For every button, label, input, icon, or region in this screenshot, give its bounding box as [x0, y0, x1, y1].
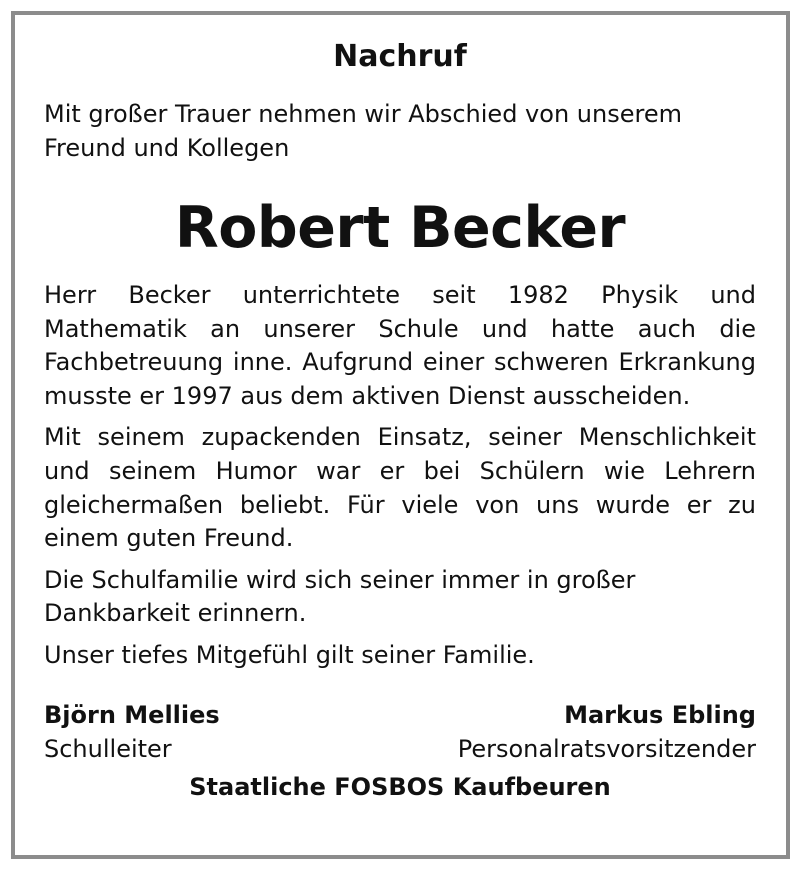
- signatory-names-row: [44, 698, 756, 732]
- deceased-name: Robert Becker: [174, 195, 626, 261]
- notice-heading: Nachruf: [333, 39, 467, 74]
- notice-intro: Mit großer Trauer nehmen wir Abschied von unserem Freund und Kollegen: [44, 100, 682, 162]
- signatory-name-left: Björn Mellies: [44, 701, 220, 729]
- paragraph-condolence: Unser tiefes Mitgefühl gilt seiner Familie.: [44, 640, 535, 669]
- paragraph-career: Herr Becker unterrichtete seit 1982 Physik und Mathematik an unserer Schule und hatte auch die Fachbetreuung inne. Aufgrund einer schweren Erkrankung musste er 1997 aus dem aktiven Dienst ausscheiden.: [44, 281, 756, 410]
- paragraph-gratitude: Die Schulfamilie wird sich seiner immer in großer Dankbarkeit erinnern.: [44, 565, 636, 628]
- notice-body: [44, 279, 756, 681]
- signatory-role-right: Personalratsvorsitzender: [457, 735, 756, 763]
- signatory-name-right: Markus Ebling: [564, 701, 756, 729]
- signatures: [44, 698, 756, 766]
- paragraph-character: Mit seinem zupackenden Einsatz, seiner Menschlichkeit und seinem Humor war er bei Schülern wie Lehrern gleichermaßen beliebt. Für viele von uns wurde er zu einem guten Freund.: [44, 423, 756, 553]
- institution-name: Staatliche FOSBOS Kaufbeuren: [189, 773, 611, 801]
- signatory-role-left: Schulleiter: [44, 735, 172, 763]
- signatory-roles-row: [44, 732, 756, 766]
